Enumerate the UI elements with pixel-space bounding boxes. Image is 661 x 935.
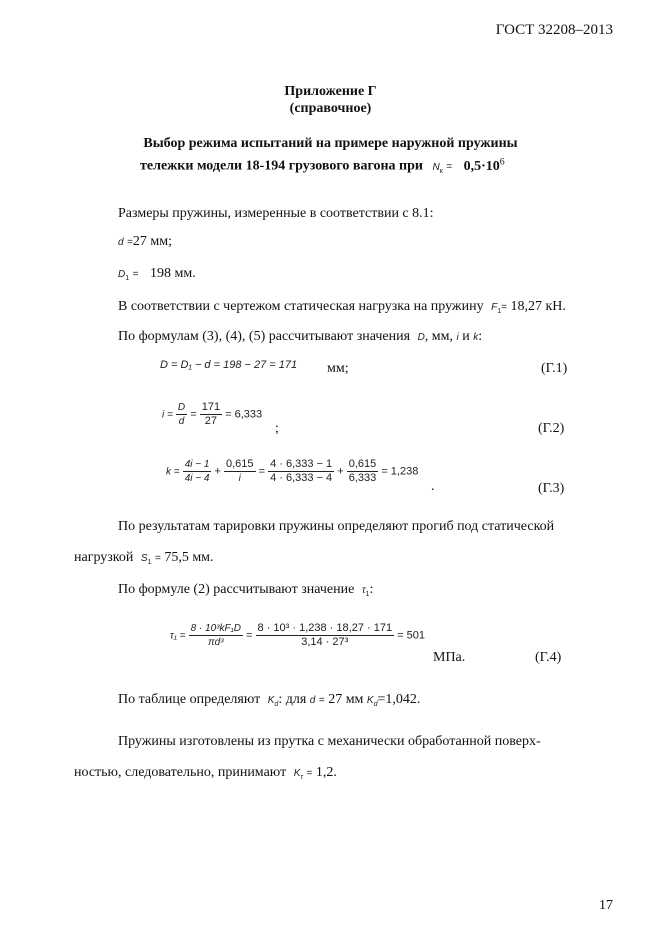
equation-g1-number: (Г.1) bbox=[541, 361, 568, 376]
dimensions-intro: Размеры пружины, измеренные в соответствии с 8.1: bbox=[118, 206, 434, 221]
equation-g1: D = D₁ − d = 198 − 27 = 171 bbox=[160, 359, 298, 371]
standard-number: ГОСТ 32208–2013 bbox=[495, 22, 613, 38]
nk-symbol: $N_к$ bbox=[432, 161, 443, 175]
tau-intro-line: По формуле (2) рассчитывают значение $\tau_1$: bbox=[118, 582, 374, 598]
equation-g4-number: (Г.4) bbox=[535, 650, 562, 665]
equation-g1-unit: мм; bbox=[327, 361, 349, 376]
equation-g3: k = $\frac{4i - 1}{4i - 4}$ + $\frac{0,615}{i}$ = $\frac{4 \cdot 6,333 - 1}{4 \cdot 6,333 - 4}$ + $\frac{0,615}{6,333}$ = 1,238 bbox=[166, 458, 419, 484]
equation-g2: i = $\frac{D}{d}$ = $\frac{171}{27}$ = 6,333 bbox=[162, 401, 263, 427]
equation-g4: τ₁ = $\frac{\text{8 · 10³kF₁D}}{\text{πd³}}$ = $\frac{\text{8 · 10³ · 1,238 · 18,27 · 171}}{\text{3,14 · 27³}}$ = 501 bbox=[170, 622, 425, 648]
section-heading-line2 bbox=[140, 156, 505, 175]
equation-g2-end: ; bbox=[275, 421, 279, 436]
equation-g3-number: (Г.3) bbox=[538, 481, 565, 496]
d-value-line: d =27 мм; bbox=[118, 234, 173, 249]
appendix-title: Приложение Г bbox=[284, 84, 377, 99]
kd-line: По таблице определяют $K_d$: для d = 27 мм $K_d=1,042$. bbox=[118, 692, 421, 708]
deflection-line2: нагрузкой $S_1 = 75,5$ мм. bbox=[74, 550, 214, 566]
deflection-line1: По результатам тарировки пружины определяют прогиб под статической bbox=[118, 519, 555, 534]
kt-line2: ностью, следовательно, принимают $K_\tau = 1,2$. bbox=[74, 765, 337, 781]
kt-line1: Пружины изготовлены из прутка с механически обработанной поверх- bbox=[118, 734, 541, 749]
equation-g2-number: (Г.2) bbox=[538, 421, 565, 436]
equation-g4-unit: МПа. bbox=[433, 650, 466, 665]
formulas-intro-line: По формулам (3), (4), (5) рассчитывают значения D, мм, i и k: bbox=[118, 329, 483, 344]
D1-value-line: $D_1 = 198$ мм. bbox=[118, 266, 196, 282]
static-load-line: В соответствии с чертежом статическая нагрузка на пружину $F_1= 18,27$ кН. bbox=[118, 299, 566, 315]
page-number: 17 bbox=[599, 898, 613, 913]
appendix-subtitle: (справочное) bbox=[289, 101, 372, 116]
heading-text: тележки модели 18-194 грузового вагона при bbox=[140, 158, 423, 174]
nk-value: $0,5\cdot 10^6$ bbox=[463, 156, 505, 174]
section-heading-line1: Выбор режима испытаний на примере наружной пружины bbox=[143, 136, 518, 151]
nk-eq: = bbox=[446, 161, 453, 173]
equation-g3-end: . bbox=[431, 479, 435, 494]
